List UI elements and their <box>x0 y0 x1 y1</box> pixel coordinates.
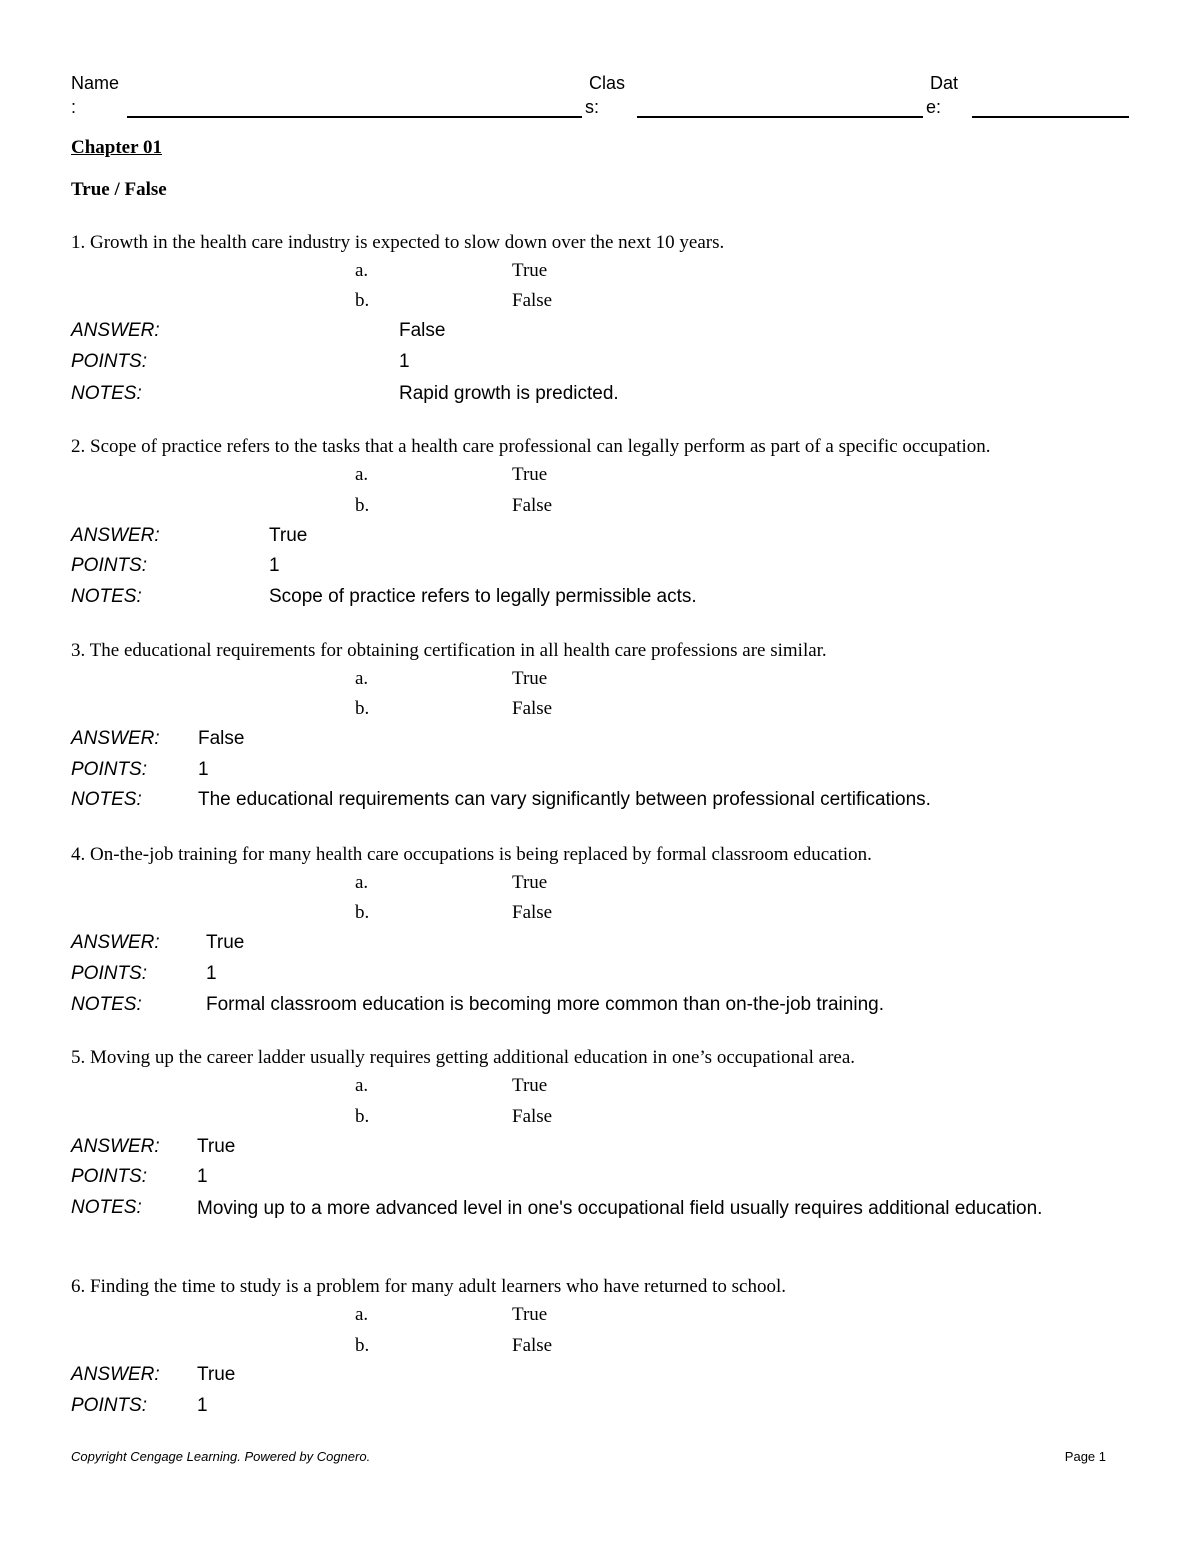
notes-value: Moving up to a more advanced level in one's occupational field usually requires additional education. <box>197 1198 1043 1219</box>
class-label-top: Clas <box>589 73 626 93</box>
date-label-bottom: e: <box>926 97 942 117</box>
class-label-bottom: s: <box>585 97 600 117</box>
option-a-letter: a. <box>355 668 369 689</box>
points-value: 1 <box>197 1395 208 1416</box>
answer-value: False <box>399 320 446 341</box>
answer-value: True <box>206 932 245 953</box>
name-label-bottom: : <box>71 97 77 117</box>
question-text: 3. The educational requirements for obtaining certification in all health care professions are similar. <box>71 640 827 661</box>
points-label: POINTS: <box>71 963 148 984</box>
points-value: 1 <box>198 759 209 780</box>
option-a-letter: a. <box>355 1304 369 1325</box>
question-text: 5. Moving up the career ladder usually requires getting additional education in one’s occupational area. <box>71 1047 856 1068</box>
option-a-letter: a. <box>355 872 369 893</box>
option-a-text: True <box>512 464 548 485</box>
notes-label: NOTES: <box>71 383 142 404</box>
name-input-line[interactable] <box>127 116 582 118</box>
footer-page-number: Page 1 <box>1064 1449 1106 1464</box>
option-b-text: False <box>512 290 553 311</box>
option-a-letter: a. <box>355 1075 369 1096</box>
points-value: 1 <box>197 1166 208 1187</box>
question-text: 6. Finding the time to study is a problem for many adult learners who have returned to school. <box>71 1276 786 1297</box>
notes-value: Formal classroom education is becoming more common than on-the-job training. <box>206 994 884 1015</box>
points-value: 1 <box>206 963 217 984</box>
answer-label: ANSWER: <box>71 932 160 953</box>
option-b-letter: b. <box>355 902 370 923</box>
option-b-text: False <box>512 1335 553 1356</box>
option-b-letter: b. <box>355 495 370 516</box>
option-b-text: False <box>512 902 553 923</box>
section-title: True / False <box>71 179 167 200</box>
answer-label: ANSWER: <box>71 1364 160 1385</box>
answer-label: ANSWER: <box>71 320 160 341</box>
option-b-text: False <box>512 495 553 516</box>
option-b-text: False <box>512 1106 553 1127</box>
points-label: POINTS: <box>71 555 148 576</box>
points-label: POINTS: <box>71 1166 148 1187</box>
question-text: 4. On-the-job training for many health care occupations is being replaced by formal classroom education. <box>71 844 872 865</box>
chapter-title: Chapter 01 <box>71 137 162 158</box>
answer-label: ANSWER: <box>71 1136 160 1157</box>
option-a-text: True <box>512 668 548 689</box>
option-b-letter: b. <box>355 698 370 719</box>
option-a-text: True <box>512 872 548 893</box>
option-b-letter: b. <box>355 1335 370 1356</box>
question-text: 2. Scope of practice refers to the tasks that a health care professional can legally perform as part of a specific occupation. <box>71 436 991 457</box>
option-a-text: True <box>512 260 548 281</box>
date-label-top: Dat <box>930 73 959 93</box>
points-label: POINTS: <box>71 351 148 372</box>
answer-value: True <box>197 1364 236 1385</box>
answer-label: ANSWER: <box>71 525 160 546</box>
option-a-text: True <box>512 1304 548 1325</box>
notes-label: NOTES: <box>71 789 142 810</box>
points-label: POINTS: <box>71 1395 148 1416</box>
notes-label: NOTES: <box>71 994 142 1015</box>
notes-label: NOTES: <box>71 1197 142 1218</box>
option-a-text: True <box>512 1075 548 1096</box>
notes-value: Scope of practice refers to legally permissible acts. <box>269 586 697 607</box>
question-text: 1. Growth in the health care industry is expected to slow down over the next 10 years. <box>71 232 725 253</box>
option-b-letter: b. <box>355 290 370 311</box>
option-a-letter: a. <box>355 464 369 485</box>
answer-value: True <box>197 1136 236 1157</box>
notes-label: NOTES: <box>71 586 142 607</box>
option-b-letter: b. <box>355 1106 370 1127</box>
option-a-letter: a. <box>355 260 369 281</box>
points-label: POINTS: <box>71 759 148 780</box>
points-value: 1 <box>269 555 280 576</box>
option-b-text: False <box>512 698 553 719</box>
name-label-top: Name <box>71 73 120 93</box>
answer-value: True <box>269 525 308 546</box>
notes-value: The educational requirements can vary significantly between professional certifications. <box>198 789 931 810</box>
answer-label: ANSWER: <box>71 728 160 749</box>
notes-value: Rapid growth is predicted. <box>399 383 619 404</box>
points-value: 1 <box>399 351 410 372</box>
class-input-line[interactable] <box>637 116 923 118</box>
answer-value: False <box>198 728 245 749</box>
footer-copyright: Copyright Cengage Learning. Powered by Cognero. <box>71 1449 371 1464</box>
date-input-line[interactable] <box>972 116 1129 118</box>
